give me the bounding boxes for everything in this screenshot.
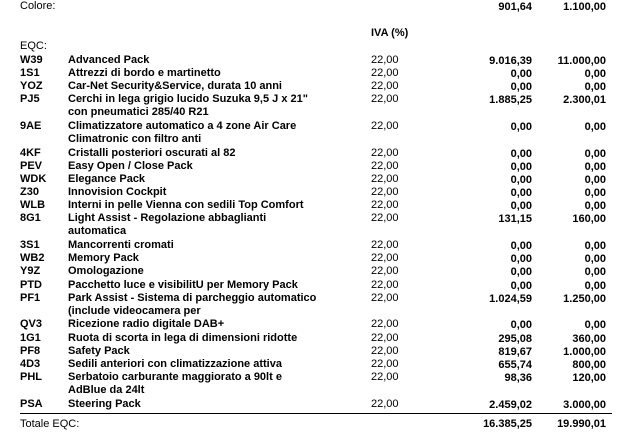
item-code: 4D3	[20, 357, 41, 370]
item-code: W39	[20, 54, 43, 66]
item-description: Ricezione radio digitale DAB+	[68, 318, 225, 331]
item-net-price: 0,00	[510, 68, 532, 81]
table-row	[0, 212, 640, 238]
item-code: 3S1	[20, 239, 40, 252]
table-row	[0, 318, 640, 331]
item-iva: 22,00	[371, 291, 399, 304]
item-code: WDK	[20, 173, 47, 186]
item-gross-price: 0,00	[584, 174, 606, 187]
item-net-price: 0,00	[510, 240, 532, 253]
item-gross-price: 160,00	[572, 213, 606, 226]
item-net-price: 0,00	[510, 253, 532, 266]
item-net-price: 819,67	[498, 345, 532, 358]
item-code: PHL	[20, 370, 42, 383]
item-description: Omologazione	[68, 265, 144, 278]
item-net-price: 0,00	[510, 266, 532, 279]
item-code: Y9Z	[20, 265, 41, 278]
item-gross-price: 0,00	[584, 81, 606, 94]
table-row	[0, 199, 640, 212]
item-net-price: 0,00	[510, 161, 532, 173]
item-gross-price: 0,00	[584, 240, 606, 253]
item-net-price: 0,00	[510, 147, 532, 160]
item-net-price: 0,00	[510, 174, 532, 187]
item-iva: 22,00	[371, 331, 399, 344]
item-code: 9AE	[20, 120, 42, 133]
item-code: QV3	[20, 318, 43, 331]
item-iva: 22,00	[371, 212, 399, 225]
item-iva: 22,00	[371, 93, 399, 106]
item-gross-price: 0,00	[584, 121, 606, 134]
table-row	[0, 147, 640, 160]
item-description: con pneumatici 285/40 R21	[68, 106, 209, 119]
item-net-price: 0,00	[510, 319, 532, 332]
item-gross-price: 0,00	[584, 147, 606, 160]
item-iva: 22,00	[371, 146, 399, 159]
table-row	[0, 345, 640, 358]
item-description: Interni in pelle Vienna con sedili Top Comfort	[68, 199, 304, 212]
table-row	[0, 291, 640, 317]
item-iva: 22,00	[371, 54, 399, 66]
item-gross-price: 120,00	[572, 371, 606, 384]
item-gross-price: 0,00	[584, 68, 606, 81]
item-description: Climatizzatore automatico a 4 zone Air Care	[68, 120, 297, 133]
item-description: Elegance Pack	[68, 173, 146, 186]
table-row	[0, 370, 640, 396]
item-iva: 22,00	[371, 278, 399, 291]
item-code: 1G1	[20, 331, 41, 344]
item-iva: 22,00	[371, 173, 399, 186]
table-row	[0, 252, 640, 265]
table-row	[0, 332, 640, 345]
item-description: (include videocamera per	[68, 304, 201, 317]
table-row	[0, 265, 640, 278]
item-net-price: 2.459,02	[489, 398, 532, 411]
item-iva: 22,00	[371, 199, 399, 212]
item-net-price: 9.016,39	[489, 55, 532, 67]
item-description: Park Assist - Sistema di parcheggio automatico	[68, 291, 317, 304]
item-code: PF8	[20, 344, 41, 357]
table-row	[0, 120, 640, 146]
item-net-price: 0,00	[510, 200, 532, 213]
colore-gross: 1.100,00	[563, 1, 606, 13]
item-net-price: 0,00	[510, 279, 532, 292]
item-iva: 22,00	[371, 344, 399, 357]
item-description: Innovision Cockpit	[68, 186, 167, 199]
item-iva: 22,00	[371, 357, 399, 370]
table-row	[0, 186, 640, 199]
item-code: Z30	[20, 186, 39, 199]
item-description: Easy Open / Close Pack	[68, 160, 193, 172]
item-gross-price: 1.250,00	[563, 292, 606, 305]
total-gross: 19.990,01	[557, 418, 606, 430]
table-row	[0, 160, 640, 173]
item-gross-price: 0,00	[584, 253, 606, 266]
table-row	[0, 239, 640, 252]
item-description: Sedili anteriori con climatizzazione attiva	[68, 357, 282, 370]
item-gross-price: 0,00	[584, 279, 606, 292]
total-label: Totale EQC:	[20, 418, 80, 430]
item-iva: 22,00	[371, 397, 399, 410]
item-description: Car-Net Security&Service, durata 10 anni	[68, 80, 282, 93]
table-row	[0, 358, 640, 371]
item-gross-price: 0,00	[584, 161, 606, 173]
table-row	[0, 93, 640, 119]
table-row	[0, 67, 640, 80]
item-code: WB2	[20, 252, 45, 265]
total-net: 16.385,25	[483, 418, 532, 430]
table-row	[0, 279, 640, 292]
item-gross-price: 11.000,00	[557, 55, 606, 67]
iva-header: IVA (%)	[371, 27, 409, 39]
total-rule	[20, 413, 612, 414]
item-iva: 22,00	[371, 265, 399, 278]
item-iva: 22,00	[371, 318, 399, 331]
item-net-price: 0,00	[510, 187, 532, 200]
item-gross-price: 0,00	[584, 266, 606, 279]
item-net-price: 0,00	[510, 81, 532, 94]
item-gross-price: 3.000,00	[563, 398, 606, 411]
table-row	[0, 80, 640, 93]
item-iva: 22,00	[371, 252, 399, 265]
item-iva: 22,00	[371, 80, 399, 93]
item-gross-price: 2.300,01	[563, 94, 606, 107]
item-description: Safety Pack	[68, 344, 130, 357]
table-row	[0, 398, 640, 411]
item-description: Attrezzi di bordo e martinetto	[68, 67, 221, 80]
table-row	[0, 173, 640, 186]
item-net-price: 1.024,59	[489, 292, 532, 305]
item-gross-price: 0,00	[584, 200, 606, 213]
item-net-price: 98,36	[504, 371, 532, 384]
item-code: 4KF	[20, 146, 41, 159]
section-label: EQC:	[20, 40, 47, 52]
item-code: 8G1	[20, 212, 41, 225]
item-code: PF1	[20, 291, 41, 304]
item-description: Advanced Pack	[68, 54, 150, 66]
item-description: Cerchi in lega grigio lucido Suzuka 9,5 J x 21"	[68, 93, 308, 106]
item-code: PJ5	[20, 93, 40, 106]
colore-net: 901,64	[498, 1, 532, 13]
item-code: PTD	[20, 278, 42, 291]
item-iva: 22,00	[371, 120, 399, 133]
item-gross-price: 360,00	[572, 332, 606, 345]
item-iva: 22,00	[371, 239, 399, 252]
item-iva: 22,00	[371, 160, 399, 172]
item-gross-price: 800,00	[572, 358, 606, 371]
item-code: YOZ	[20, 80, 43, 93]
item-description: Ruota di scorta in lega di dimensioni ridotte	[68, 331, 298, 344]
item-description: Pacchetto luce e visibilitU per Memory Pack	[68, 278, 298, 291]
item-gross-price: 0,00	[584, 187, 606, 200]
item-description: Serbatoio carburante maggiorato a 90lt e	[68, 370, 282, 383]
item-description: Memory Pack	[68, 252, 139, 265]
item-net-price: 131,15	[498, 213, 532, 226]
item-iva: 22,00	[371, 67, 399, 80]
item-net-price: 655,74	[498, 358, 532, 371]
item-net-price: 0,00	[510, 121, 532, 134]
item-description: Cristalli posteriori oscurati al 82	[68, 146, 236, 159]
item-description: Light Assist - Regolazione abbaglianti	[68, 212, 267, 225]
item-iva: 22,00	[371, 370, 399, 383]
item-description: Mancorrenti cromati	[68, 239, 174, 252]
item-net-price: 295,08	[498, 332, 532, 345]
item-description: Steering Pack	[68, 397, 141, 410]
item-code: PEV	[20, 160, 43, 172]
item-code: 1S1	[20, 67, 40, 80]
item-code: WLB	[20, 199, 46, 212]
item-gross-price: 1.000,00	[563, 345, 606, 358]
item-description: automatica	[68, 225, 127, 238]
item-description: Climatronic con filtro anti	[68, 133, 202, 146]
item-net-price: 1.885,25	[489, 94, 532, 107]
item-code: PSA	[20, 397, 43, 410]
item-iva: 22,00	[371, 186, 399, 199]
table-row	[0, 54, 640, 67]
item-description: AdBlue da 24lt	[68, 383, 145, 396]
item-gross-price: 0,00	[584, 319, 606, 332]
colore-label: Colore:	[20, 0, 56, 12]
